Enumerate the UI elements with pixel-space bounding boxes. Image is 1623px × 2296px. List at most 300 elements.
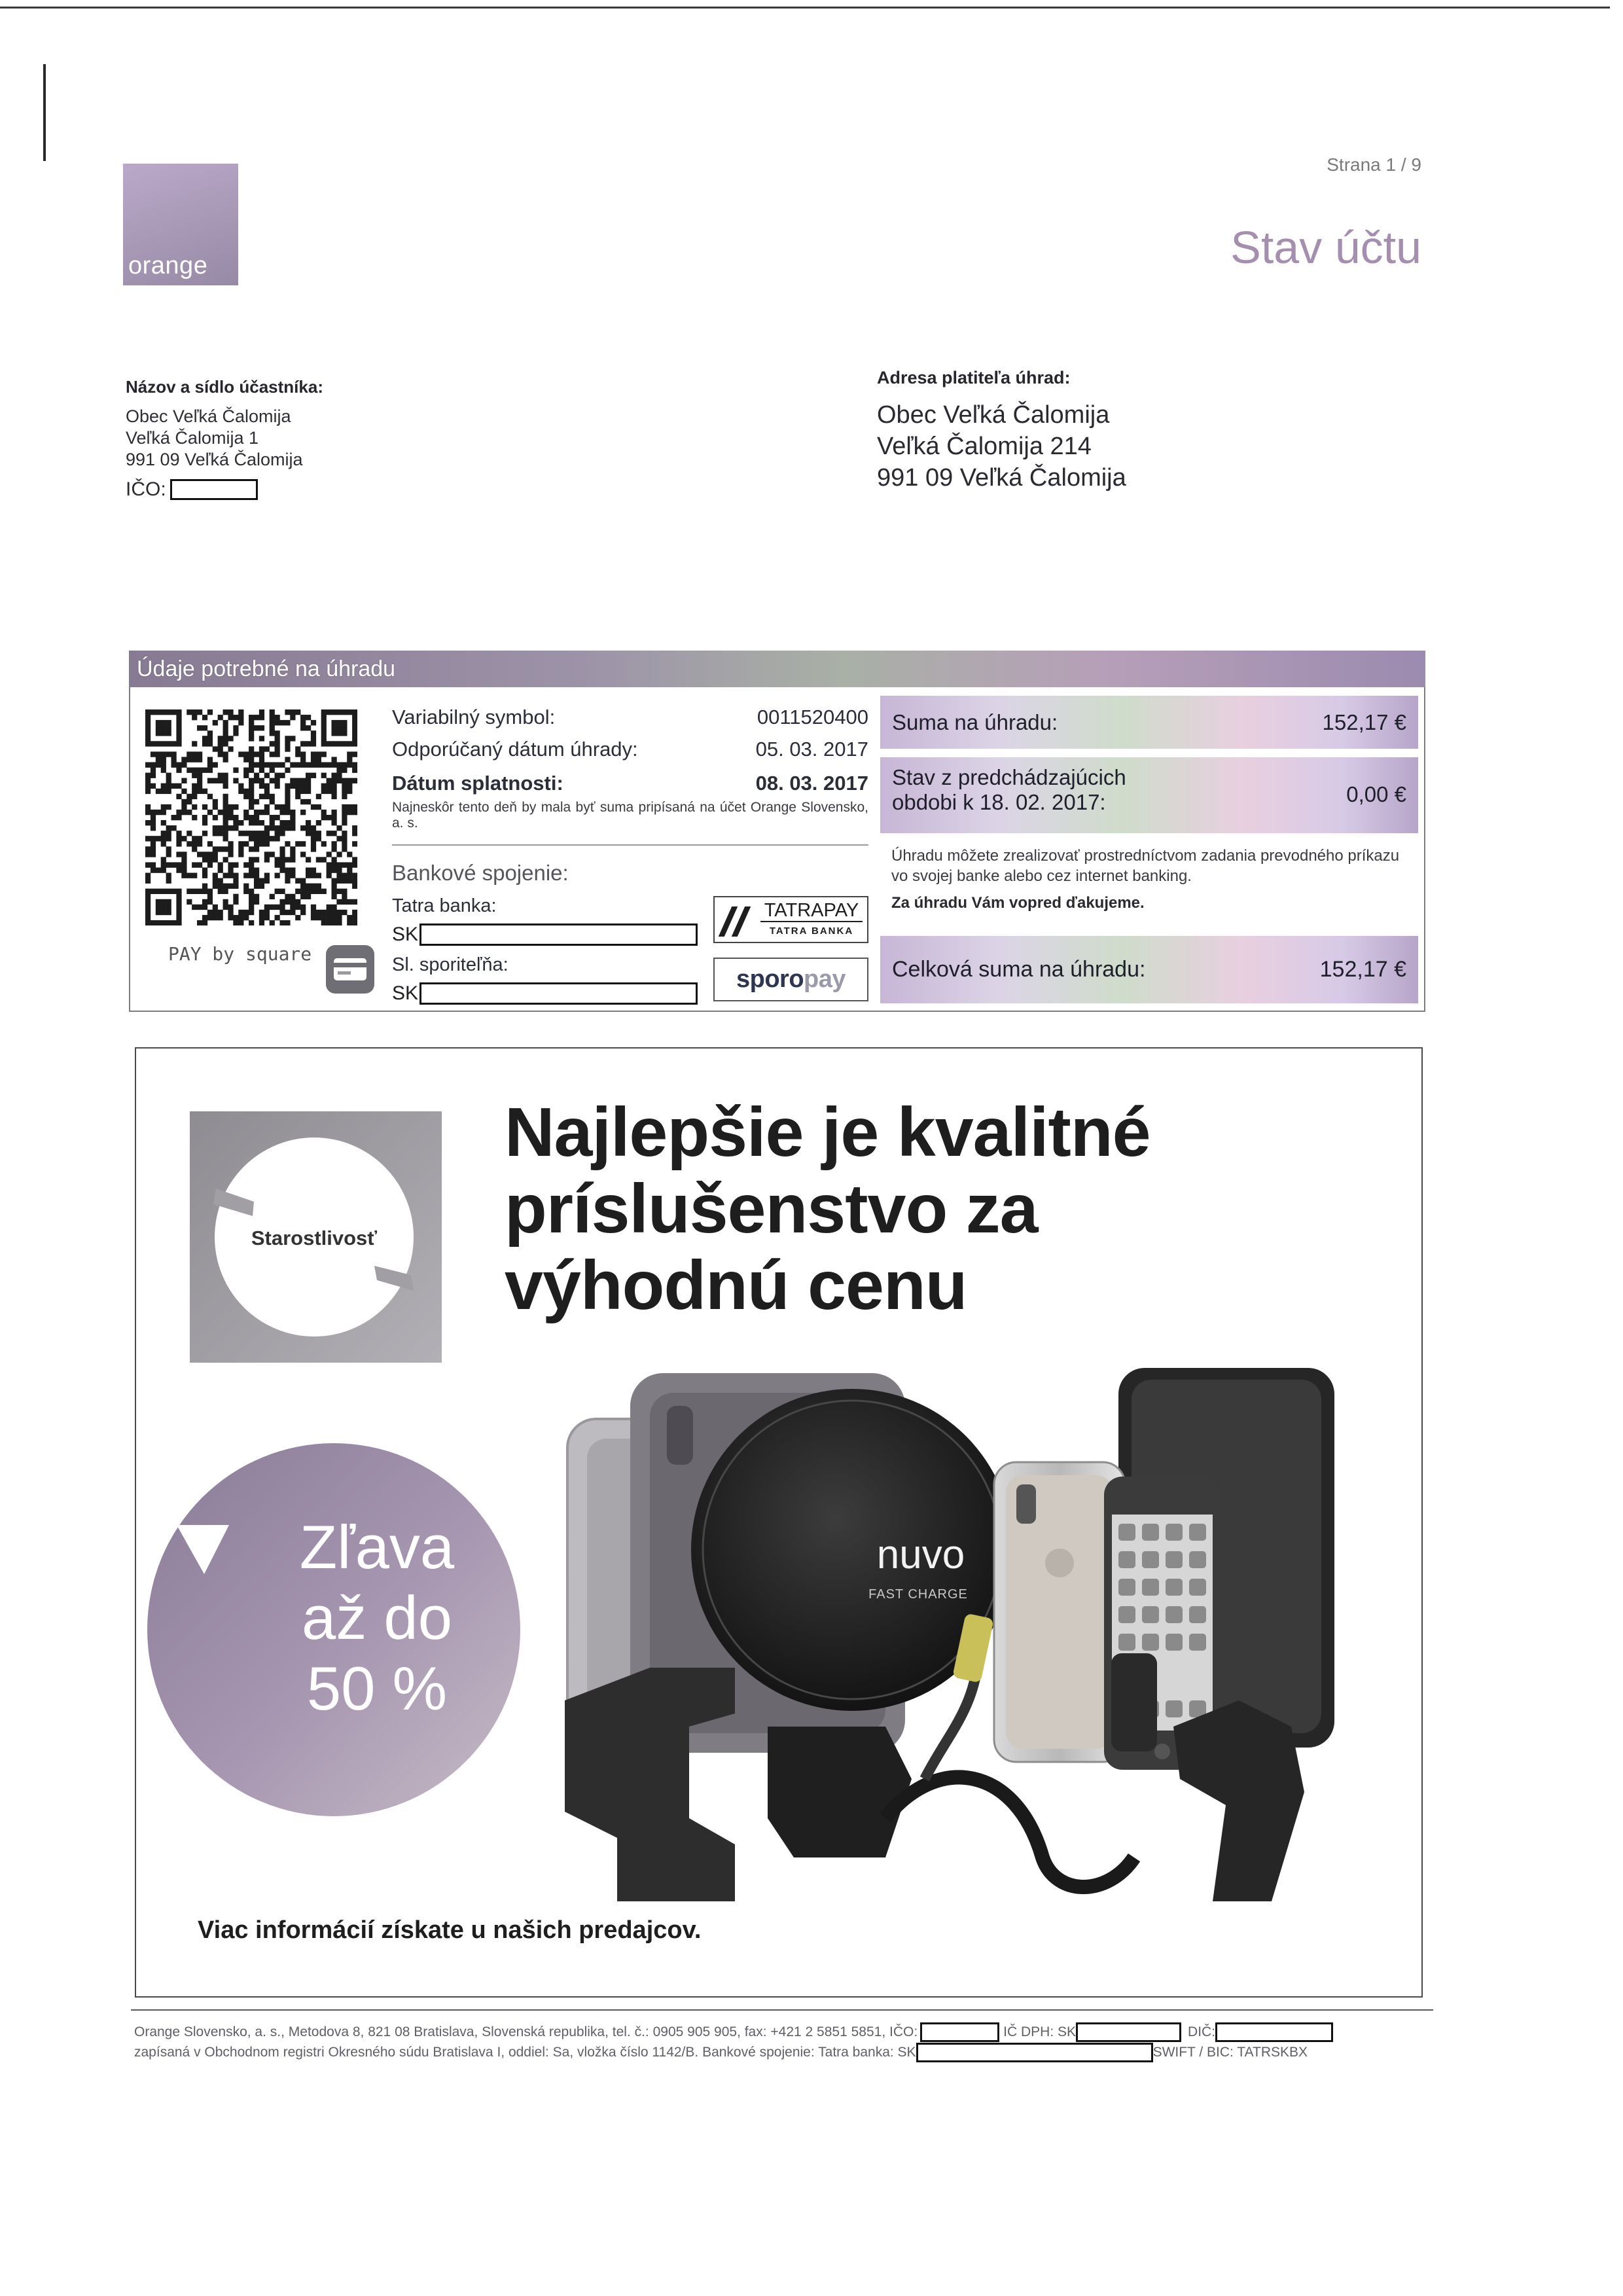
qr-module	[249, 789, 254, 794]
qr-module	[207, 768, 213, 773]
vent-holder-right	[1173, 1700, 1304, 1901]
qr-module	[264, 852, 270, 857]
qr-module	[279, 889, 285, 894]
qr-module	[347, 867, 352, 872]
qr-module	[331, 820, 336, 825]
qr-module	[176, 841, 181, 846]
qr-module	[336, 862, 342, 867]
qr-module	[202, 804, 207, 810]
qr-module	[161, 920, 166, 925]
qr-module	[223, 820, 228, 825]
qr-module	[300, 778, 306, 783]
qr-module	[151, 820, 156, 825]
qr-module	[254, 815, 259, 820]
qr-module	[223, 889, 228, 894]
qr-module	[223, 730, 228, 736]
qr-module	[151, 810, 156, 815]
qr-module	[202, 905, 207, 910]
orange-logo	[123, 164, 238, 285]
qr-module	[321, 773, 327, 778]
qr-module	[223, 905, 228, 910]
qr-module	[300, 852, 306, 857]
qr-module	[259, 715, 264, 720]
qr-module	[223, 725, 228, 730]
qr-module	[311, 836, 316, 841]
qr-module	[347, 804, 352, 810]
qr-module	[171, 709, 177, 715]
qr-module	[275, 915, 280, 920]
qr-module	[228, 873, 233, 878]
qr-module	[300, 741, 306, 746]
qr-module	[156, 741, 161, 746]
qr-module	[270, 825, 275, 831]
care-badge	[190, 1111, 442, 1363]
qr-module	[213, 852, 218, 857]
qr-module	[145, 804, 151, 810]
qr-module	[197, 709, 202, 715]
qr-module	[213, 815, 218, 820]
qr-module	[279, 820, 285, 825]
qr-module	[290, 783, 295, 789]
qr-module	[171, 751, 177, 757]
qr-module	[238, 910, 243, 915]
qr-module	[300, 725, 306, 730]
qr-module	[176, 836, 181, 841]
qr-module	[347, 899, 352, 905]
qr-module	[306, 789, 311, 794]
qr-module	[151, 741, 156, 746]
previous-balance-value: 0,00 €	[1346, 782, 1406, 806]
qr-module	[228, 736, 233, 741]
qr-module	[145, 730, 151, 736]
qr-module	[181, 810, 187, 815]
qr-module	[249, 730, 254, 736]
qr-module	[331, 884, 336, 889]
qr-module	[285, 783, 290, 789]
qr-module	[306, 894, 311, 899]
qr-module	[192, 873, 197, 878]
qr-module	[145, 762, 151, 767]
qr-module	[352, 910, 357, 915]
qr-module	[331, 778, 336, 783]
qr-module	[306, 831, 311, 836]
qr-module	[223, 810, 228, 815]
qr-module	[347, 852, 352, 857]
qr-module	[145, 873, 151, 878]
qr-module	[228, 810, 233, 815]
qr-module	[311, 720, 316, 725]
qr-module	[264, 825, 270, 831]
qr-module	[270, 852, 275, 857]
divider	[392, 844, 868, 846]
qr-module	[161, 768, 166, 773]
qr-module	[342, 762, 347, 767]
qr-module	[254, 773, 259, 778]
qr-module	[161, 709, 166, 715]
qr-module	[342, 894, 347, 899]
qr-module	[290, 715, 295, 720]
car-holder-left	[565, 1668, 735, 1901]
tatrapay-sub: TATRA BANKA	[769, 925, 854, 937]
qr-module	[352, 730, 357, 736]
qr-module	[321, 720, 327, 725]
qr-module	[259, 820, 264, 825]
qr-module	[275, 815, 280, 820]
qr-module	[176, 862, 181, 867]
qr-module	[249, 778, 254, 783]
qr-module	[270, 741, 275, 746]
qr-module	[233, 768, 238, 773]
qr-module	[161, 783, 166, 789]
qr-module	[202, 889, 207, 894]
qr-module	[202, 831, 207, 836]
qr-module	[192, 841, 197, 846]
qr-module	[145, 709, 151, 715]
qr-module	[352, 810, 357, 815]
qr-module	[306, 825, 311, 831]
qr-module	[259, 778, 264, 783]
qr-module	[279, 910, 285, 915]
redacted-ico	[170, 479, 258, 500]
qr-module	[161, 841, 166, 846]
qr-module	[249, 831, 254, 836]
sporopay-brand-light: pay	[804, 965, 846, 993]
qr-module	[161, 910, 166, 915]
qr-module	[352, 778, 357, 783]
qr-module	[321, 730, 327, 736]
recommended-date-value: 05. 03. 2017	[755, 738, 868, 761]
qr-module	[331, 709, 336, 715]
qr-module	[192, 783, 197, 789]
qr-module	[176, 905, 181, 910]
qr-module	[295, 783, 300, 789]
qr-module	[336, 825, 342, 831]
qr-module	[181, 873, 187, 878]
qr-module	[321, 910, 327, 915]
qr-module	[331, 846, 336, 852]
qr-module	[223, 799, 228, 804]
qr-module	[207, 810, 213, 815]
qr-module	[166, 873, 171, 878]
qr-module	[285, 878, 290, 884]
qr-module	[171, 825, 177, 831]
bank-name-slsp: Sl. sporiteľňa:	[392, 954, 508, 975]
qr-module	[295, 899, 300, 905]
qr-module	[228, 846, 233, 852]
qr-module	[352, 725, 357, 730]
payer-line: Veľká Čalomija 214	[877, 433, 1092, 460]
qr-module	[300, 783, 306, 789]
qr-module	[151, 815, 156, 820]
qr-module	[306, 873, 311, 878]
qr-module	[202, 873, 207, 878]
qr-module	[264, 915, 270, 920]
variable-symbol-label: Variabilný symbol:	[392, 706, 556, 728]
qr-module	[290, 905, 295, 910]
qr-module	[306, 725, 311, 730]
qr-module	[249, 720, 254, 725]
qr-module	[213, 746, 218, 751]
qr-module	[264, 773, 270, 778]
qr-module	[254, 810, 259, 815]
qr-module	[275, 804, 280, 810]
qr-module	[285, 757, 290, 762]
qr-module	[259, 915, 264, 920]
qr-module	[171, 757, 177, 762]
qr-module	[327, 862, 332, 867]
qr-module	[306, 884, 311, 889]
previous-balance-label	[892, 765, 1126, 815]
qr-module	[327, 915, 332, 920]
qr-module	[352, 804, 357, 810]
qr-module	[259, 709, 264, 715]
qr-module	[285, 794, 290, 799]
qr-module	[254, 846, 259, 852]
qr-module	[202, 884, 207, 889]
qr-module	[279, 762, 285, 767]
qr-module	[238, 920, 243, 925]
qr-module	[202, 852, 207, 857]
qr-module	[166, 920, 171, 925]
qr-module	[316, 831, 321, 836]
qr-module	[254, 778, 259, 783]
qr-module	[259, 768, 264, 773]
qr-module	[192, 741, 197, 746]
qr-module	[192, 804, 197, 810]
qr-module	[285, 746, 290, 751]
qr-module	[306, 799, 311, 804]
qr-module	[336, 725, 342, 730]
qr-module	[275, 825, 280, 831]
qr-module	[192, 789, 197, 794]
qr-module	[192, 846, 197, 852]
qr-module	[233, 873, 238, 878]
qr-module	[166, 836, 171, 841]
qr-module	[311, 841, 316, 846]
qr-module	[151, 841, 156, 846]
qr-module	[218, 878, 223, 884]
qr-module	[176, 794, 181, 799]
qr-module	[342, 810, 347, 815]
qr-module	[218, 846, 223, 852]
qr-module	[238, 846, 243, 852]
qr-module	[316, 884, 321, 889]
qr-module	[316, 910, 321, 915]
qr-module	[249, 746, 254, 751]
qr-module	[347, 783, 352, 789]
qr-module	[285, 867, 290, 872]
qr-module	[151, 846, 156, 852]
qr-module	[336, 773, 342, 778]
previous-balance-label-line: obdobi k 18. 02. 2017:	[892, 790, 1106, 814]
qr-module	[336, 720, 342, 725]
qr-module	[279, 825, 285, 831]
qr-module	[238, 820, 243, 825]
payer-block	[877, 367, 1126, 493]
pay-by-square-label: PAY by square	[168, 943, 312, 965]
qr-module	[197, 783, 202, 789]
qr-module	[228, 715, 233, 720]
qr-module	[223, 773, 228, 778]
qr-module	[156, 899, 161, 905]
qr-module	[213, 778, 218, 783]
footer-line-1	[134, 2022, 1333, 2042]
qr-module	[270, 709, 275, 715]
qr-module	[151, 751, 156, 757]
qr-module	[316, 915, 321, 920]
qr-module	[270, 836, 275, 841]
qr-module	[336, 910, 342, 915]
footer-tax-label: DIČ:	[1188, 2024, 1216, 2039]
qr-module	[243, 794, 249, 799]
qr-module	[295, 878, 300, 884]
qr-module	[285, 720, 290, 725]
qr-module	[264, 841, 270, 846]
qr-module	[264, 910, 270, 915]
qr-module	[311, 915, 316, 920]
qr-module	[331, 841, 336, 846]
qr-module	[249, 757, 254, 762]
qr-module	[342, 794, 347, 799]
qr-module	[145, 910, 151, 915]
qr-module	[187, 841, 192, 846]
qr-module	[145, 846, 151, 852]
qr-module	[166, 804, 171, 810]
qr-module	[321, 736, 327, 741]
discount-line: Zľava	[299, 1513, 455, 1581]
qr-module	[342, 725, 347, 730]
bank-name-tatra: Tatra banka:	[392, 895, 497, 916]
qr-module	[352, 709, 357, 715]
qr-module	[176, 741, 181, 746]
due-date-row	[392, 770, 868, 797]
qr-module	[259, 841, 264, 846]
qr-module	[331, 720, 336, 725]
qr-module	[300, 910, 306, 915]
redacted-vat-id	[1076, 2022, 1181, 2042]
qr-module	[249, 762, 254, 767]
qr-module	[202, 867, 207, 872]
qr-module	[342, 730, 347, 736]
qr-module	[254, 899, 259, 905]
qr-module	[151, 825, 156, 831]
qr-module	[347, 915, 352, 920]
qr-module	[254, 857, 259, 862]
qr-module	[327, 910, 332, 915]
qr-module	[249, 846, 254, 852]
qr-module	[207, 709, 213, 715]
qr-module	[342, 873, 347, 878]
qr-module	[223, 720, 228, 725]
qr-module	[181, 852, 187, 857]
qr-module	[270, 730, 275, 736]
qr-module	[311, 889, 316, 894]
qr-module	[145, 905, 151, 910]
qr-module	[311, 751, 316, 757]
qr-module	[321, 889, 327, 894]
qr-module	[238, 783, 243, 789]
qr-module	[202, 857, 207, 862]
qr-module	[327, 905, 332, 910]
qr-module	[223, 741, 228, 746]
qr-module	[218, 810, 223, 815]
qr-module	[264, 905, 270, 910]
qr-module	[166, 905, 171, 910]
qr-module	[233, 825, 238, 831]
qr-module	[331, 757, 336, 762]
qr-module	[285, 820, 290, 825]
qr-module	[171, 783, 177, 789]
qr-module	[290, 815, 295, 820]
qr-module	[306, 889, 311, 894]
qr-module	[300, 894, 306, 899]
qr-module	[181, 762, 187, 767]
qr-module	[352, 878, 357, 884]
qr-module	[285, 804, 290, 810]
iban-prefix: SK	[392, 982, 419, 1004]
qr-module	[306, 867, 311, 872]
qr-module	[249, 889, 254, 894]
qr-module	[306, 783, 311, 789]
qr-module	[192, 709, 197, 715]
qr-module	[202, 715, 207, 720]
qr-module	[166, 846, 171, 852]
qr-module	[254, 831, 259, 836]
qr-module	[259, 725, 264, 730]
qr-module	[145, 889, 151, 894]
qr-module	[223, 899, 228, 905]
qr-module	[202, 915, 207, 920]
qr-module	[192, 773, 197, 778]
qr-module	[202, 789, 207, 794]
qr-module	[306, 773, 311, 778]
qr-module	[171, 920, 177, 925]
care-badge-label: Starostlivosť	[251, 1227, 378, 1249]
qr-module	[259, 762, 264, 767]
qr-module	[316, 836, 321, 841]
ico-label: IČO:	[126, 478, 166, 500]
qr-module	[223, 846, 228, 852]
qr-module	[202, 920, 207, 925]
qr-module	[331, 878, 336, 884]
qr-module	[243, 889, 249, 894]
bank-heading: Bankové spojenie:	[392, 861, 569, 885]
qr-module	[249, 862, 254, 867]
qr-module	[342, 862, 347, 867]
qr-module	[295, 889, 300, 894]
qr-module	[233, 820, 238, 825]
qr-module	[243, 751, 249, 757]
qr-module	[161, 862, 166, 867]
qr-module	[223, 831, 228, 836]
total-value: 152,17 €	[1319, 957, 1406, 982]
qr-module	[331, 730, 336, 736]
qr-module	[156, 757, 161, 762]
qr-module	[243, 810, 249, 815]
qr-module	[259, 736, 264, 741]
scan-top-rule	[0, 7, 1610, 9]
redacted-bank-account	[916, 2043, 1153, 2062]
qr-module	[295, 746, 300, 751]
qr-module	[156, 889, 161, 894]
qr-module	[279, 899, 285, 905]
qr-module	[228, 815, 233, 820]
qr-module	[228, 915, 233, 920]
qr-module	[187, 794, 192, 799]
qr-module	[145, 820, 151, 825]
qr-module	[352, 920, 357, 925]
qr-module	[218, 884, 223, 889]
